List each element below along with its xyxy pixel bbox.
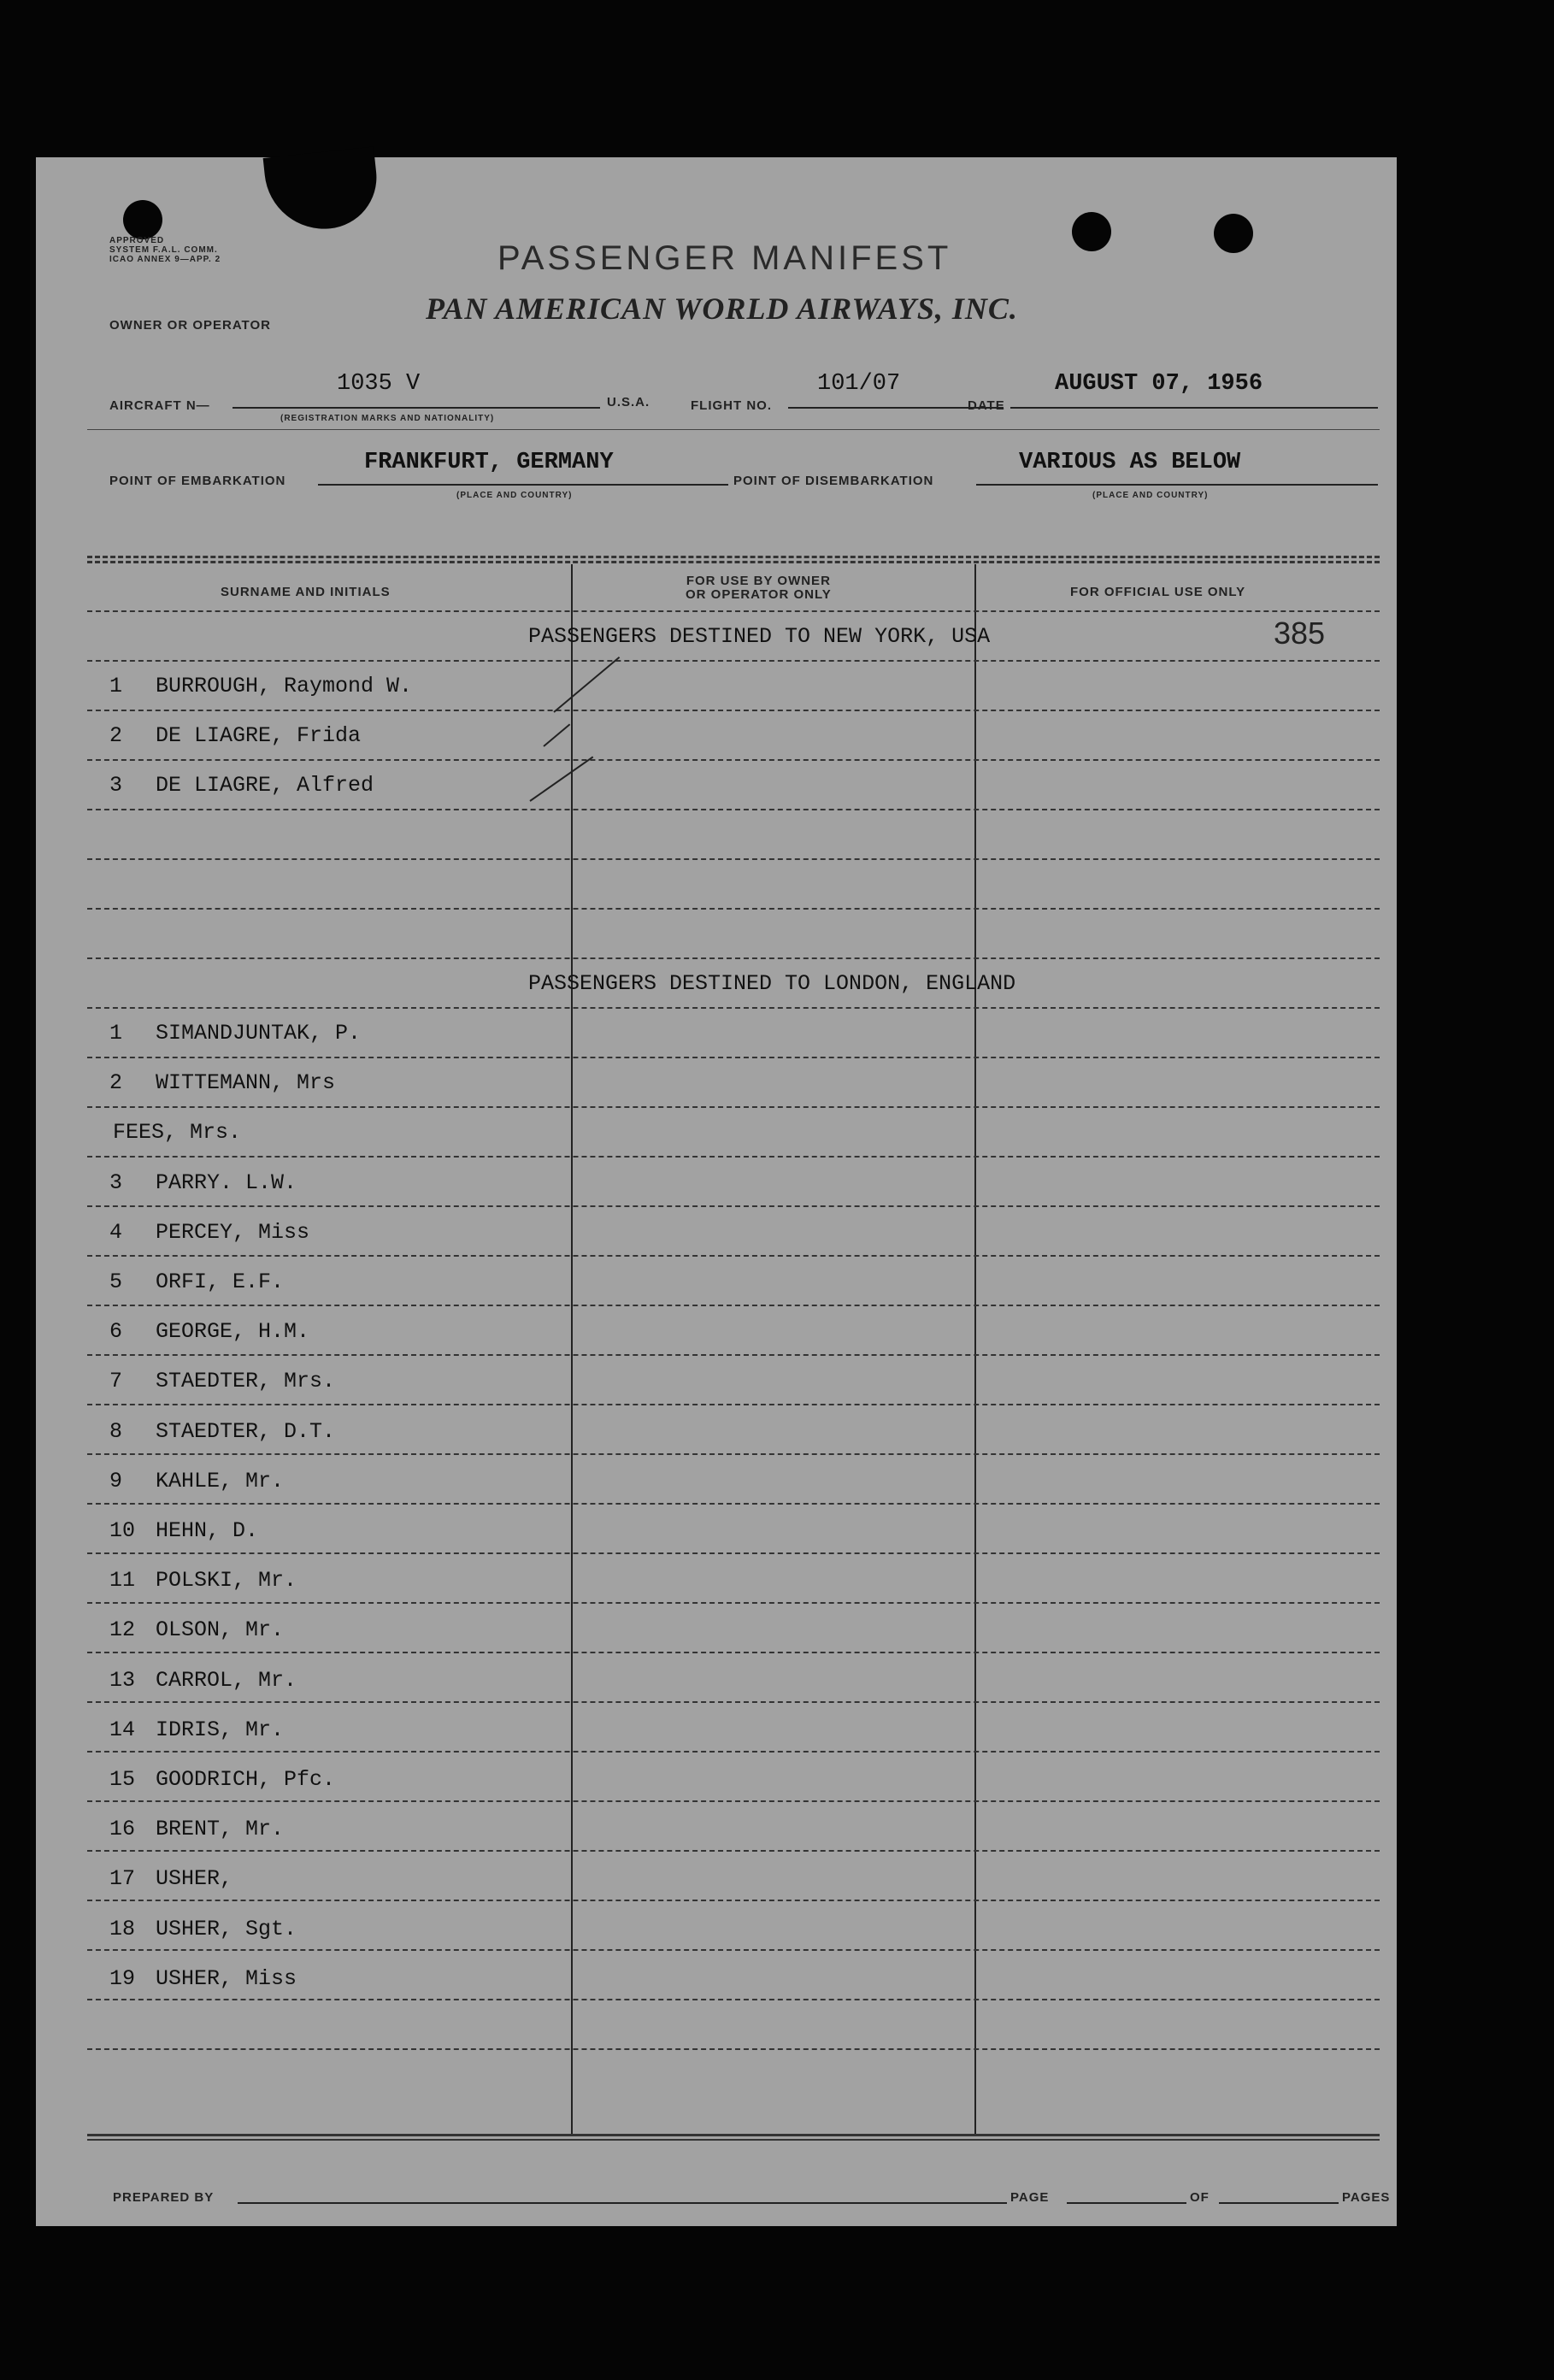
header-rule	[87, 556, 1380, 558]
ruled-line	[87, 1404, 1380, 1405]
ruled-line	[87, 710, 1380, 711]
passenger-name: DE LIAGRE, Frida	[156, 723, 362, 748]
passenger-row	[109, 1767, 335, 1792]
passenger-name: GOODRICH, Pfc.	[156, 1767, 336, 1792]
ruled-line	[87, 1205, 1380, 1207]
passenger-name: STAEDTER, Mrs.	[156, 1369, 336, 1394]
passenger-row	[109, 1319, 309, 1344]
row-number: 9	[109, 1468, 123, 1493]
punch-hole	[1214, 214, 1253, 253]
passenger-row	[109, 723, 361, 748]
passenger-row	[109, 1270, 284, 1294]
passenger-name: POLSKI, Mr.	[156, 1568, 297, 1594]
ruled-line	[87, 1850, 1380, 1852]
ruled-line	[87, 1800, 1380, 1802]
disembark-line	[976, 484, 1378, 486]
passenger-row	[109, 1469, 284, 1493]
aircraft-label: AIRCRAFT N—	[109, 398, 210, 413]
row-number: 10	[109, 1518, 136, 1543]
passenger-name: BURROUGH, Raymond W.	[156, 674, 413, 698]
footer-rule	[87, 2139, 1380, 2141]
prepared-line	[238, 2202, 1007, 2204]
col-owner-line: OR OPERATOR ONLY	[686, 587, 832, 602]
passenger-name: OLSON, Mr.	[156, 1617, 285, 1643]
ruled-line	[87, 610, 1380, 612]
flight-value: 101/07	[817, 371, 901, 397]
row-number: 16	[109, 1817, 136, 1842]
row-number: 1	[109, 674, 123, 698]
disembark-label: POINT OF DISEMBARKATION	[733, 474, 934, 488]
aircraft-sub: (REGISTRATION MARKS AND NATIONALITY)	[280, 414, 495, 423]
row-number: 17	[109, 1866, 136, 1892]
divider	[87, 429, 1380, 430]
ruled-line	[87, 1255, 1380, 1257]
passenger-name: STAEDTER, D.T.	[156, 1418, 336, 1444]
ruled-line	[87, 1701, 1380, 1703]
passenger-name: IDRIS, Mr.	[156, 1717, 285, 1742]
of-line	[1219, 2202, 1339, 2204]
check-mark	[529, 757, 593, 802]
ruled-line	[87, 1751, 1380, 1753]
passenger-name: PERCEY, Miss	[156, 1219, 310, 1245]
of-label: OF	[1190, 2190, 1210, 2205]
row-number: 2	[109, 723, 123, 748]
torn-corner	[263, 146, 382, 234]
passenger-row	[109, 1817, 284, 1841]
passenger-row	[109, 1021, 361, 1046]
row-number: 13	[109, 1667, 136, 1693]
check-mark	[543, 724, 570, 747]
check-mark	[553, 657, 620, 713]
ruled-line	[87, 1156, 1380, 1158]
ruled-line	[87, 1999, 1380, 2000]
embark-value: FRANKFURT, GERMANY	[364, 450, 614, 475]
ruled-line	[87, 908, 1380, 910]
page-title: PASSENGER MANIFEST	[497, 239, 952, 277]
row-number: 11	[109, 1568, 136, 1594]
approval-stamp	[109, 236, 221, 264]
passenger-row	[109, 1917, 297, 1941]
passenger-row	[109, 1617, 284, 1642]
section-heading: PASSENGERS DESTINED TO NEW YORK, USA	[528, 624, 991, 649]
passenger-row	[109, 1220, 309, 1245]
page-label: PAGE	[1010, 2190, 1050, 2205]
header-rule	[87, 561, 1380, 563]
passenger-row	[109, 1070, 335, 1095]
column-divider	[571, 564, 573, 2134]
usa-label: U.S.A.	[607, 395, 650, 409]
ruled-line	[87, 858, 1380, 860]
ruled-line	[87, 1652, 1380, 1653]
row-number: 15	[109, 1767, 136, 1792]
passenger-row	[109, 674, 412, 698]
col-official: FOR OFFICIAL USE ONLY	[1070, 585, 1246, 599]
ruled-line	[87, 759, 1380, 761]
passenger-name: USHER, Miss	[156, 1965, 297, 1991]
passenger-row	[109, 1518, 258, 1543]
row-number: 6	[109, 1319, 123, 1345]
ruled-line	[87, 1453, 1380, 1455]
ruled-line	[87, 809, 1380, 810]
passenger-row	[109, 1966, 297, 1991]
aircraft-value: 1035 V	[337, 371, 421, 397]
col-owner-line: FOR USE BY OWNER	[686, 574, 831, 588]
prepared-label: PREPARED BY	[113, 2190, 215, 2205]
date-label: DATE	[968, 398, 1005, 413]
passenger-name: FEES, Mrs.	[113, 1120, 242, 1146]
disembark-sub: (PLACE AND COUNTRY)	[1092, 491, 1209, 500]
passenger-row	[109, 1419, 335, 1444]
row-number: 14	[109, 1717, 136, 1742]
flight-label: FLIGHT NO.	[691, 398, 772, 413]
passenger-row	[109, 1369, 335, 1393]
date-value: AUGUST 07, 1956	[1055, 371, 1263, 397]
row-number: 2	[109, 1070, 123, 1096]
stamp-line: APPROVED	[109, 236, 165, 245]
row-number: 18	[109, 1916, 136, 1941]
passenger-name: PARRY. L.W.	[156, 1169, 297, 1195]
passenger-name: DE LIAGRE, Alfred	[156, 773, 374, 798]
row-number: 3	[109, 773, 123, 798]
row-number: 3	[109, 1169, 123, 1195]
ruled-line	[87, 1106, 1380, 1108]
row-number: 7	[109, 1369, 123, 1394]
stamp-line: SYSTEM F.A.L. COMM.	[109, 245, 218, 255]
passenger-name: USHER,	[156, 1866, 233, 1892]
ruled-line	[87, 660, 1380, 662]
passenger-name: CARROL, Mr.	[156, 1667, 297, 1693]
ruled-line	[87, 1602, 1380, 1604]
embark-sub: (PLACE AND COUNTRY)	[456, 491, 573, 500]
passenger-name: USHER, Sgt.	[156, 1916, 297, 1941]
section-heading: PASSENGERS DESTINED TO LONDON, ENGLAND	[528, 971, 1016, 996]
row-number: 5	[109, 1270, 123, 1294]
row-number: 12	[109, 1617, 136, 1643]
manifest-sheet	[36, 157, 1397, 2226]
ruled-line	[87, 1552, 1380, 1554]
ruled-line	[87, 1503, 1380, 1505]
ruled-line	[87, 1900, 1380, 1901]
embark-line	[318, 484, 728, 486]
passenger-name: SIMANDJUNTAK, P.	[156, 1021, 362, 1046]
passenger-row	[109, 1568, 297, 1593]
ruled-line	[87, 1354, 1380, 1356]
row-number: 4	[109, 1219, 123, 1245]
passenger-name: KAHLE, Mr.	[156, 1468, 285, 1493]
passenger-row	[109, 773, 374, 798]
passenger-row	[113, 1120, 241, 1145]
pages-label: PAGES	[1342, 2190, 1391, 2205]
official-number: 385	[1274, 616, 1326, 651]
footer-rule	[87, 2134, 1380, 2136]
ruled-line	[87, 1949, 1380, 1951]
passenger-name: BRENT, Mr.	[156, 1817, 285, 1842]
operator-name: PAN AMERICAN WORLD AIRWAYS, INC.	[426, 292, 1018, 326]
passenger-name: WITTEMANN, Mrs	[156, 1070, 336, 1096]
aircraft-line	[233, 407, 600, 409]
page-line	[1067, 2202, 1186, 2204]
disembark-value: VARIOUS AS BELOW	[1019, 450, 1241, 475]
row-number: 8	[109, 1418, 123, 1444]
passenger-row	[109, 1717, 284, 1742]
passenger-row	[109, 1668, 297, 1693]
stamp-line: ICAO ANNEX 9—APP. 2	[109, 255, 221, 264]
row-number: 1	[109, 1021, 123, 1046]
punch-hole	[123, 200, 162, 239]
passenger-row	[109, 1866, 233, 1891]
col-surname: SURNAME AND INITIALS	[221, 585, 391, 599]
date-line	[1010, 407, 1378, 409]
passenger-row	[109, 1170, 297, 1195]
ruled-line	[87, 1007, 1380, 1009]
punch-hole	[1072, 212, 1111, 251]
column-divider	[974, 564, 976, 2134]
col-owner	[686, 574, 832, 602]
row-number: 19	[109, 1965, 136, 1991]
passenger-name: GEORGE, H.M.	[156, 1319, 310, 1345]
embark-label: POINT OF EMBARKATION	[109, 474, 286, 488]
passenger-name: HEHN, D.	[156, 1518, 259, 1543]
ruled-line	[87, 2048, 1380, 2050]
passenger-name: ORFI, E.F.	[156, 1270, 285, 1294]
ruled-line	[87, 957, 1380, 959]
owner-label: OWNER OR OPERATOR	[109, 318, 271, 333]
ruled-line	[87, 1305, 1380, 1306]
ruled-line	[87, 1057, 1380, 1058]
